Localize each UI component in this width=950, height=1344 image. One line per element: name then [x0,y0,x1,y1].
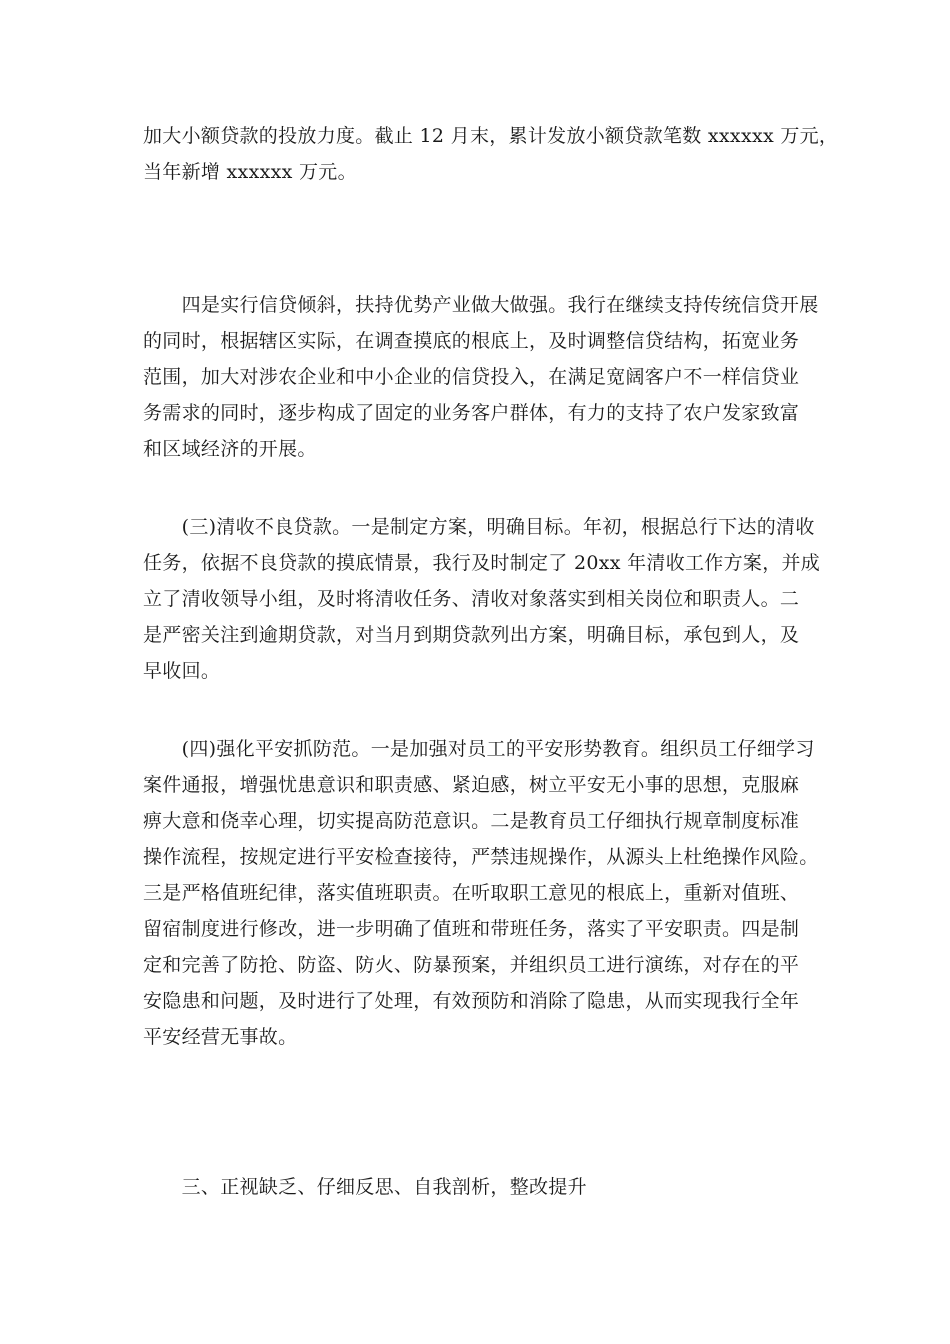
text-line: 任务，依据不良贷款的摸底情景，我行及时制定了 20xx 年清收工作方案，并成 [143,552,821,574]
text-line: 加大小额贷款的投放力度。截止 12 月末，累计发放小额贷款笔数 xxxxxx 万元， [143,125,839,147]
text-line: 定和完善了防抢、防盗、防火、防暴预案，并组织员工进行演练，对存在的平 [143,954,800,976]
paragraph-loan-amount [143,118,839,190]
text-line: 务需求的同时，逐步构成了固定的业务客户群体，有力的支持了农户发家致富 [143,402,800,424]
text-line: 案件通报，增强忧患意识和职责感、紧迫感，树立平安无小事的思想，克服麻 [143,774,800,796]
text-line: 安隐患和问题，及时进行了处理，有效预防和消除了隐患，从而实现我行全年 [143,990,800,1012]
text-line: (三)清收不良贷款。一是制定方案，明确目标。年初，根据总行下达的清收 [143,516,815,538]
text-line: 四是实行信贷倾斜，扶持优势产业做大做强。我行在继续支持传统信贷开展 [143,294,819,316]
text-line: 的同时，根据辖区实际，在调查摸底的根底上，及时调整信贷结构，拓宽业务 [143,330,800,352]
text-line: 操作流程，按规定进行平安检查接待，严禁违规操作，从源头上杜绝操作风险。 [143,846,819,868]
text-line: 痹大意和侥幸心理，切实提高防范意识。二是教育员工仔细执行规章制度标准 [143,810,800,832]
text-line: 留宿制度进行修改，进一步明确了值班和带班任务，落实了平安职责。四是制 [143,918,800,940]
paragraph-credit-tilt [143,287,819,467]
text-line: 当年新增 xxxxxx 万元。 [143,161,357,183]
paragraph-bad-loan-recovery [143,509,821,689]
text-line: 范围，加大对涉农企业和中小企业的信贷投入，在满足宽阔客户不一样信贷业 [143,366,800,388]
paragraph-safety-prevention [143,731,819,1055]
text-line: 和区域经济的开展。 [143,438,317,460]
text-line: (四)强化平安抓防范。一是加强对员工的平安形势教育。组织员工仔细学习 [143,738,815,760]
text-line: 是严密关注到逾期贷款，对当月到期贷款列出方案，明确目标，承包到人，及 [143,624,800,646]
text-line: 立了清收领导小组，及时将清收任务、清收对象落实到相关岗位和职责人。二 [143,588,800,610]
text-line: 三是严格值班纪律，落实值班职责。在听取职工意见的根底上，重新对值班、 [143,882,800,904]
text-line: 平安经营无事故。 [143,1026,298,1048]
text-line: 早收回。 [143,660,221,682]
section-heading: 三、正视缺乏、仔细反思、自我剖析，整改提升 [143,1176,587,1198]
